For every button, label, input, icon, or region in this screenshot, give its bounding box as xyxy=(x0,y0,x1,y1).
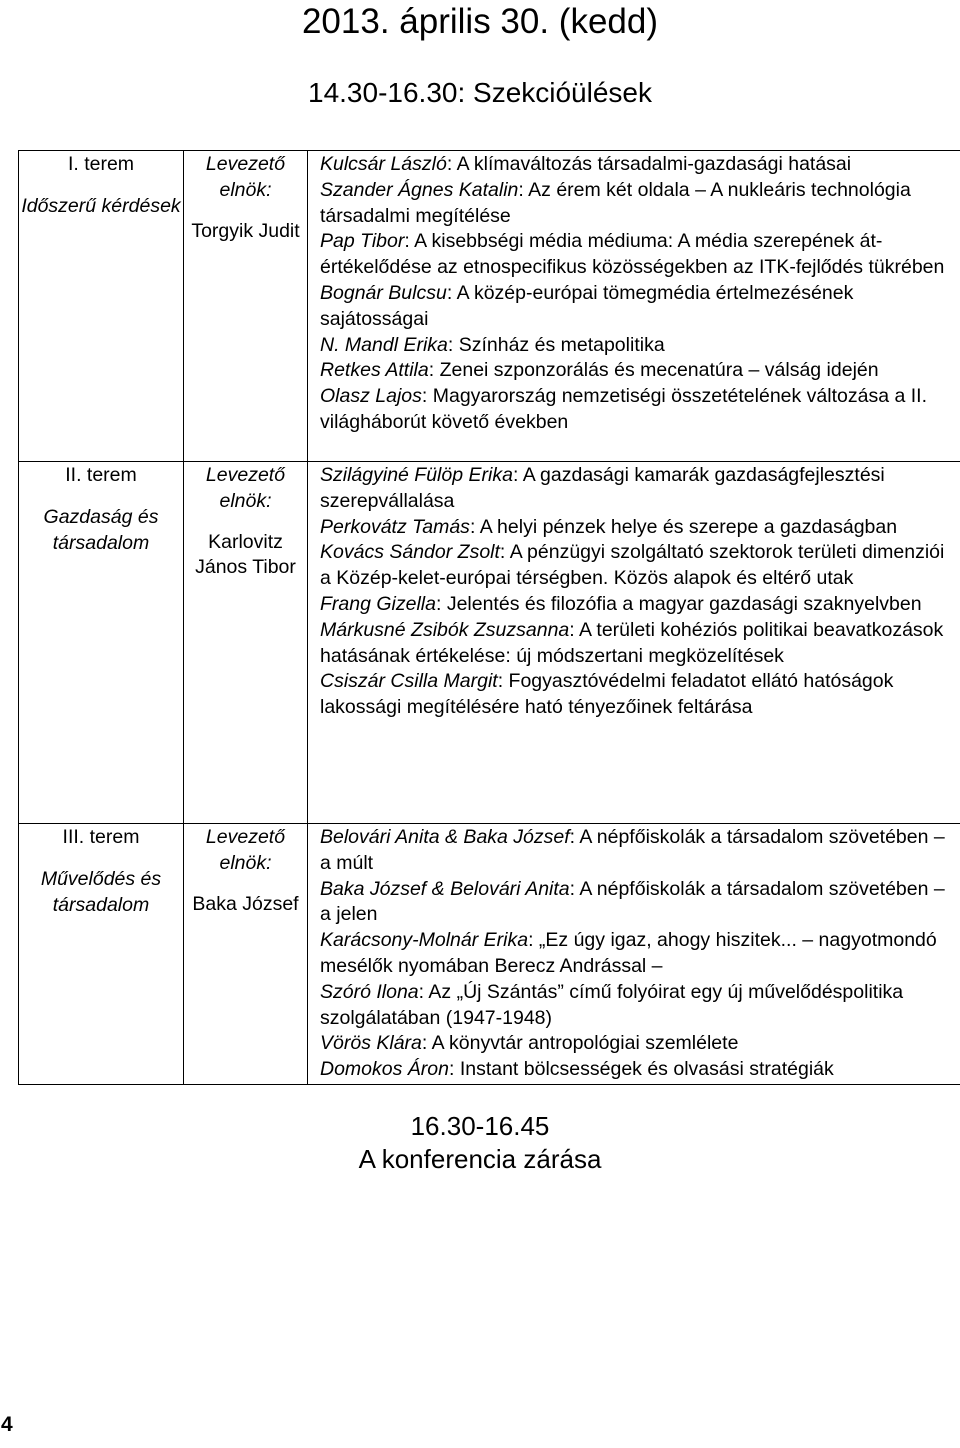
talks-cell xyxy=(308,151,960,462)
talk-entry xyxy=(320,877,956,929)
talk-separator: : xyxy=(421,1032,432,1055)
section-row xyxy=(19,151,960,462)
closing-title: A konferencia zárása xyxy=(358,1144,602,1174)
talk-title: A területi kohéziós politikai beavatkozások hatásának értékelése: új módszertani megközelítések xyxy=(320,618,944,667)
talk-separator: : xyxy=(404,230,415,253)
room-name: I. terem xyxy=(67,153,135,175)
talk-entry xyxy=(320,515,956,541)
section-row xyxy=(19,824,960,1085)
talk-author: Márkusné Zsibók Zsuzsanna xyxy=(320,618,570,641)
chair-cell xyxy=(184,824,308,1085)
talk-separator: : xyxy=(528,929,539,952)
talk-separator: : xyxy=(569,877,580,900)
talk-separator: : xyxy=(497,670,509,693)
talk-title: Színház és metapolitika xyxy=(458,333,665,356)
talk-author: Bognár Bulcsu xyxy=(320,281,447,304)
page-title: 2013. április 30. (kedd) xyxy=(301,2,659,41)
talk-separator: : xyxy=(469,515,480,538)
room-name: II. terem xyxy=(65,464,137,486)
talks-cell xyxy=(308,462,960,824)
talk-title: A népfőiskolák a társadalom szövetében – a jelen xyxy=(320,877,945,926)
talk-title: A közép-európai tömegmédia értelmezésének sajátosságai xyxy=(320,281,854,330)
talk-separator: : xyxy=(421,385,433,408)
room-cell xyxy=(19,824,184,1085)
talk-separator: : xyxy=(569,618,580,641)
chair-label: Levezető elnök: xyxy=(205,153,286,201)
chair-cell xyxy=(184,151,308,462)
talk-entry xyxy=(320,825,956,877)
talk-author: Vörös Klára xyxy=(320,1032,422,1055)
talk-author: Olasz Lajos xyxy=(320,385,422,408)
chair-cell xyxy=(184,462,308,824)
talk-author: Szander Ágnes Katalin xyxy=(320,178,519,201)
talk-title: A pénzügyi szolgáltató szektorok területi dimenziói a Közép-kelet-európai térségben. Közös alapok és eltérő utak xyxy=(320,541,945,590)
chair-name: Baka József xyxy=(192,892,299,915)
talk-separator: : xyxy=(499,541,510,564)
talk-separator: : xyxy=(418,980,429,1003)
program-table xyxy=(18,150,960,1085)
room-cell xyxy=(19,462,184,824)
talk-separator: : xyxy=(518,178,529,201)
talk-entry xyxy=(320,1031,956,1057)
talk-entry xyxy=(320,178,956,230)
talk-separator: : xyxy=(446,281,457,304)
chair-label: Levezető elnök: xyxy=(205,464,286,512)
talk-author: Szilágyiné Fülöp Erika xyxy=(320,464,513,486)
talk-entry xyxy=(320,928,956,980)
talks-cell xyxy=(308,824,960,1085)
talk-entry xyxy=(320,669,956,721)
chair-label: Levezető elnök: xyxy=(205,826,286,874)
talk-entry xyxy=(320,358,956,384)
talk-entry xyxy=(320,152,956,178)
talk-title: A kisebbségi média médiuma: A média szerepének át-értékelődése az etnospecifikus közösségekben az ITK-fejlődés tükrében xyxy=(320,230,945,279)
talk-author: Karácsony-Molnár Erika xyxy=(320,929,529,952)
talk-title: A könyvtár antropológiai szemlélete xyxy=(431,1032,739,1055)
talk-title: Instant bölcsességek és olvasási stratégiák xyxy=(459,1058,834,1081)
talk-author: Pap Tibor xyxy=(320,230,405,253)
talk-entry xyxy=(320,333,956,359)
talk-author: Csiszár Csilla Margit xyxy=(320,670,498,693)
talk-entry xyxy=(320,592,956,618)
room-name: III. terem xyxy=(62,826,140,848)
talk-author: Retkes Attila xyxy=(320,359,429,382)
page-number: 4 xyxy=(1,1413,13,1436)
talk-author: Frang Gizella xyxy=(320,592,436,615)
chair-name: Torgyik Judit xyxy=(191,219,300,242)
talk-author: Szóró Ilona xyxy=(320,980,419,1003)
talk-author: N. Mandl Erika xyxy=(320,333,448,356)
session-time-heading: 14.30-16.30: Szekcióülések xyxy=(308,77,652,108)
talk-author: Baka József & Belovári Anita xyxy=(320,877,570,900)
talk-title: Magyarország nemzetiségi összetételének változása a II. világháborút követő években xyxy=(320,385,927,433)
talk-title: A népfőiskolák a társadalom szövetében – a múlt xyxy=(320,826,945,874)
section-row xyxy=(19,462,960,824)
talk-entry xyxy=(320,980,956,1032)
talk-entry xyxy=(320,281,956,333)
talk-author: Perkovátz Tamás xyxy=(320,515,470,538)
chair-name: Karlovitz János Tibor xyxy=(195,530,296,579)
talk-title: Az érem két oldala – A nukleáris technológia társadalmi megítélése xyxy=(320,178,911,227)
talk-separator: : xyxy=(428,359,440,382)
talk-author: Belovári Anita & Baka József xyxy=(320,826,570,848)
talk-separator: : xyxy=(435,592,447,615)
talk-author: Kulcsár László xyxy=(320,153,447,175)
talk-entry xyxy=(320,1057,956,1083)
talk-entry xyxy=(320,540,956,592)
talk-separator: : xyxy=(569,826,580,848)
talk-title: Az „Új Szántás” című folyóirat egy új művelődéspolitika szolgálatában (1947-1948) xyxy=(320,980,904,1029)
talk-entry xyxy=(320,618,956,670)
talk-entry xyxy=(320,463,956,515)
room-topic: Művelődés és társadalom xyxy=(40,867,162,916)
closing-time: 16.30-16.45 xyxy=(410,1111,550,1141)
room-topic: Gazdaság és társadalom xyxy=(43,505,159,554)
talk-entry xyxy=(320,384,956,436)
talk-author: Domokos Áron xyxy=(320,1058,449,1081)
talk-title: A helyi pénzek helye és szerepe a gazdaságban xyxy=(479,515,898,538)
talk-title: Jelentés és filozófia a magyar gazdasági szaknyelvben xyxy=(446,592,922,615)
talk-title: Zenei szponzorálás és mecenatúra – válság idején xyxy=(439,359,879,382)
room-cell xyxy=(19,151,184,462)
talk-title: „Ez úgy igaz, ahogy hiszitek... – nagyotmondó mesélők nyomában Berecz Andrással – xyxy=(320,929,937,977)
talk-title: Fogyasztóvédelmi feladatot ellátó hatóságok lakossági megítélésére ható tényezőinek feltárása xyxy=(320,670,894,719)
talk-entry xyxy=(320,229,956,281)
talk-title: A klímaváltozás társadalmi-gazdasági hatásai xyxy=(456,153,852,175)
talk-separator: : xyxy=(512,464,523,486)
talk-title: A gazdasági kamarák gazdaságfejlesztési szerepvállalása xyxy=(320,464,885,512)
talk-separator: : xyxy=(447,333,459,356)
room-topic: Időszerű kérdések xyxy=(21,194,181,217)
talk-separator: : xyxy=(446,153,457,175)
talk-author: Kovács Sándor Zsolt xyxy=(320,541,500,564)
talk-separator: : xyxy=(448,1058,460,1081)
